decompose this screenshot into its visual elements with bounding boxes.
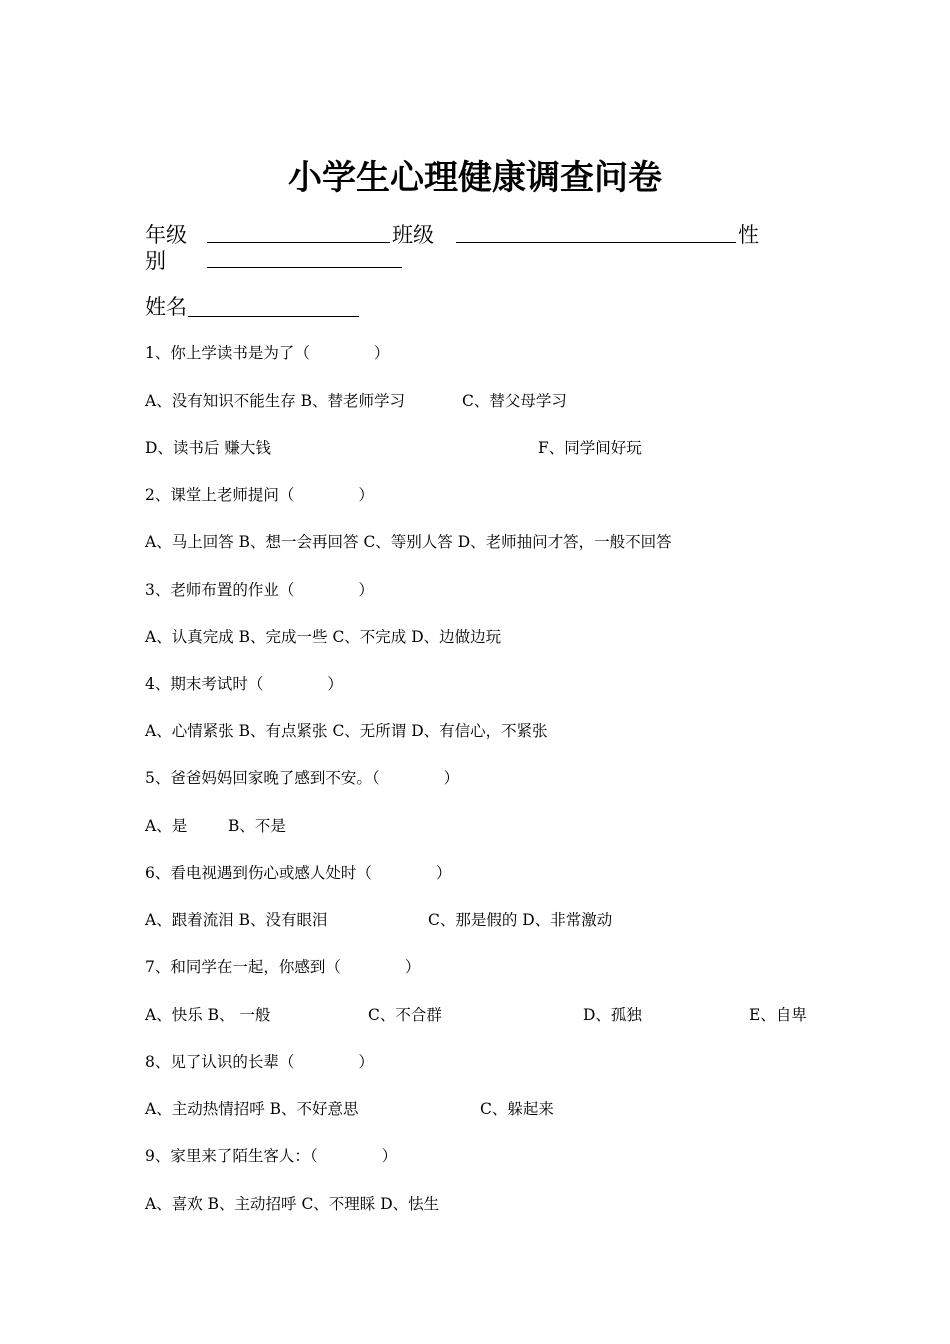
q7-option-d: D、孤独 xyxy=(583,1006,642,1024)
gender-label-part2: 别 xyxy=(145,249,166,273)
question-4: 4、期末考试时（ ） xyxy=(145,675,343,693)
q1-option-c: C、替父母学习 xyxy=(462,392,567,410)
grade-label: 年级 xyxy=(145,223,187,247)
q4-options: A、心情紧张 B、有点紧张 C、无所谓 D、有信心，不紧张 xyxy=(145,722,548,740)
q3-options: A、认真完成 B、完成一些 C、不完成 D、边做边玩 xyxy=(145,628,502,646)
question-1: 1、你上学读书是为了（ ） xyxy=(145,344,390,362)
q1-option-d: D、读书后 赚大钱 xyxy=(145,439,271,457)
question-9: 9、家里来了陌生客人：（ ） xyxy=(145,1147,398,1165)
gender-label-part1: 性 xyxy=(738,223,759,247)
q6-options-ab: A、跟着流泪 B、没有眼泪 xyxy=(145,911,328,929)
q7-option-c: C、不合群 xyxy=(368,1006,442,1024)
q7-option-e: E、自卑 xyxy=(749,1006,807,1024)
q7-options-ab: A、快乐 B、 一般 xyxy=(145,1006,271,1024)
q8-options-ab: A、主动热情招呼 B、不好意思 xyxy=(145,1100,359,1118)
page-title: 小学生心理健康调查问卷 xyxy=(288,158,662,198)
gender-blank[interactable] xyxy=(207,267,402,268)
q9-options: A、喜欢 B、主动招呼 C、不理睬 D、怯生 xyxy=(145,1195,440,1213)
q2-options: A、马上回答 B、想一会再回答 C、等别人答 D、老师抽问才答，一般不回答 xyxy=(145,533,672,551)
grade-blank[interactable] xyxy=(207,242,390,243)
question-2: 2、课堂上老师提问（ ） xyxy=(145,486,374,504)
q5-option-a: A、是 xyxy=(145,817,188,835)
q1-options-ab: A、没有知识不能生存 B、替老师学习 xyxy=(145,392,406,410)
name-label: 姓名 xyxy=(145,295,187,319)
class-blank[interactable] xyxy=(456,242,736,243)
question-5: 5、爸爸妈妈回家晚了感到不安。（ ） xyxy=(145,769,460,787)
class-label: 班级 xyxy=(392,223,434,247)
name-blank[interactable] xyxy=(188,316,359,317)
question-7: 7、和同学在一起，你感到（ ） xyxy=(145,958,421,976)
question-8: 8、见了认识的长辈（ ） xyxy=(145,1053,374,1071)
q6-options-cd: C、那是假的 D、非常激动 xyxy=(428,911,613,929)
question-6: 6、看电视遇到伤心或感人处时（ ） xyxy=(145,864,452,882)
q8-option-c: C、躲起来 xyxy=(480,1100,554,1118)
q5-option-b: B、不是 xyxy=(228,817,286,835)
q1-option-f: F、同学间好玩 xyxy=(538,439,642,457)
question-3: 3、老师布置的作业（ ） xyxy=(145,581,374,599)
